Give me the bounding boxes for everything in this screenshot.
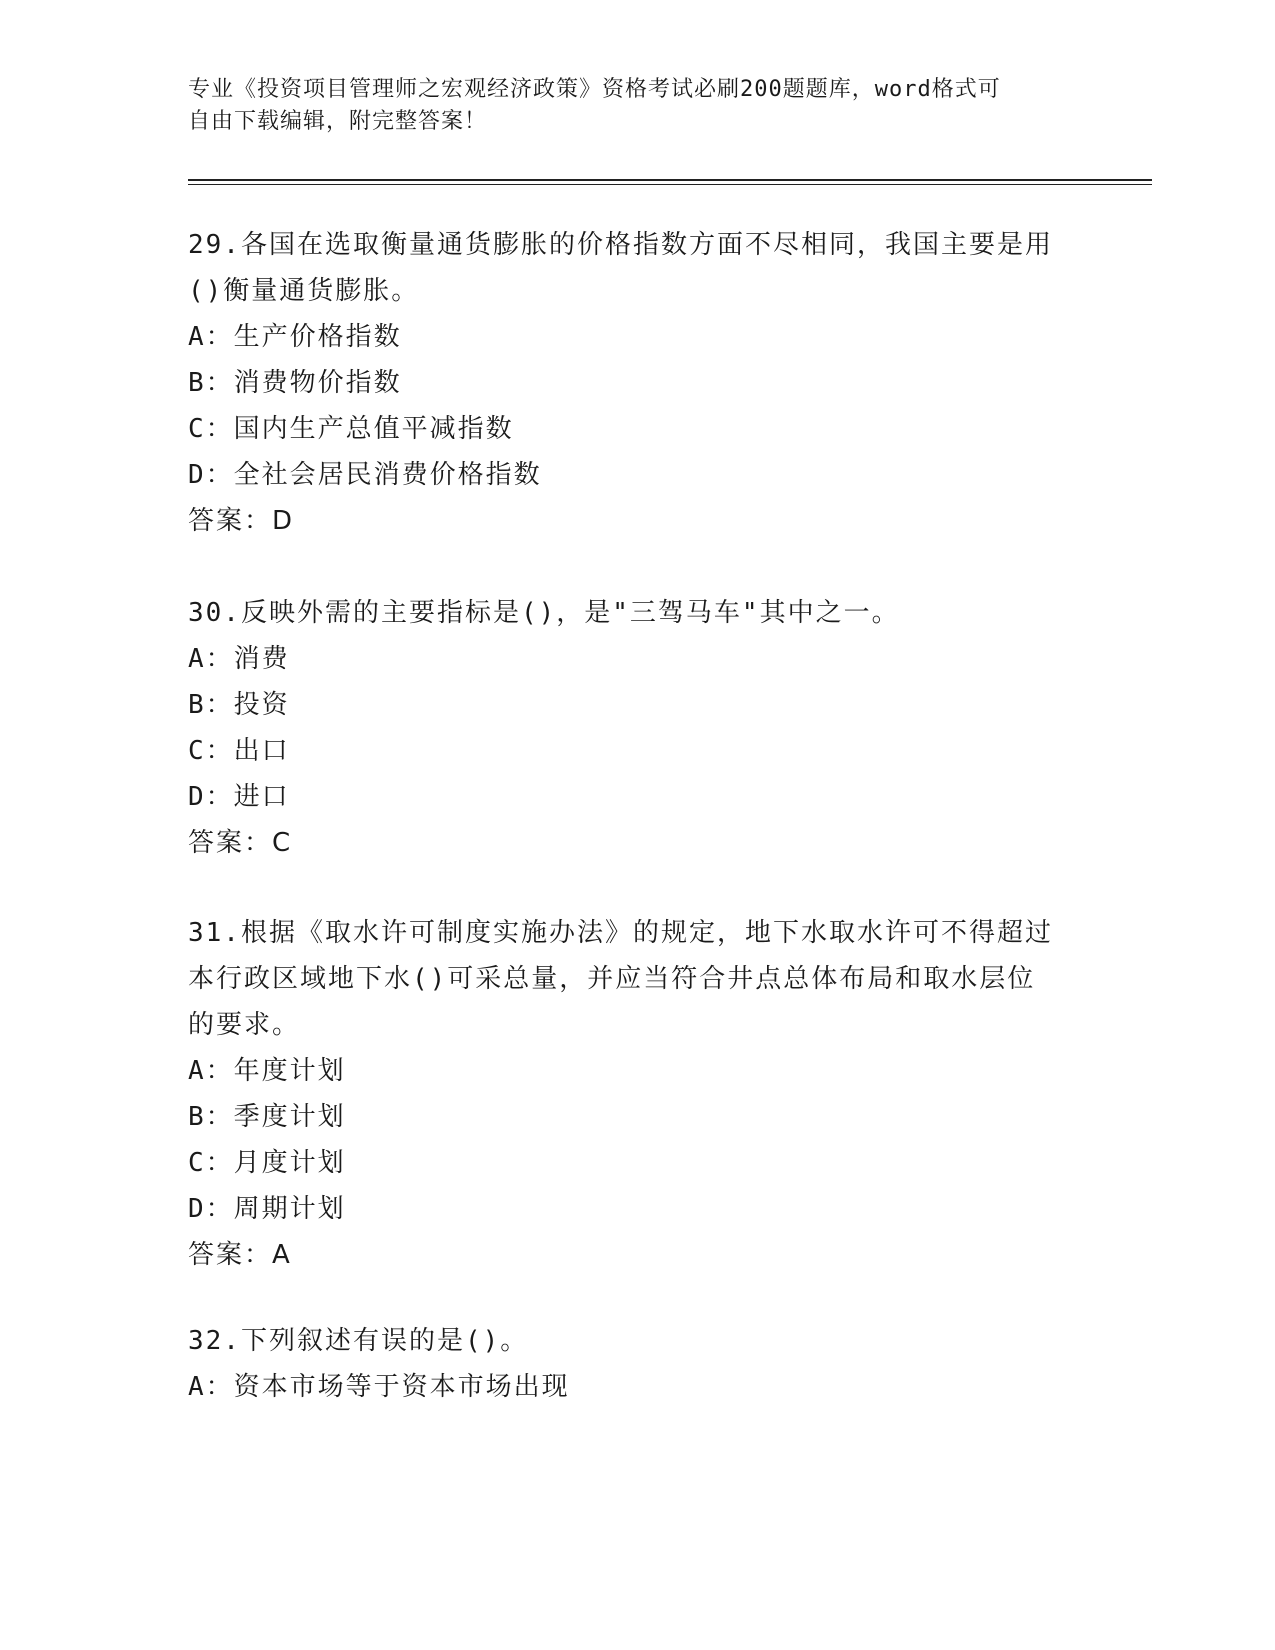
option-d: D：周期计划 <box>188 1194 346 1224</box>
intro-line-1: 专业《投资项目管理师之宏观经济政策》资格考试必刷200题题库，word格式可 <box>188 77 1001 102</box>
question-stem-line: ()衡量通货膨胀。 <box>188 276 420 306</box>
question-stem-line: 的要求。 <box>188 1010 301 1040</box>
document-intro <box>188 74 1088 138</box>
question-31 <box>188 910 1088 1278</box>
option-a: A：资本市场等于资本市场出现 <box>188 1372 570 1402</box>
option-c: C：月度计划 <box>188 1148 346 1178</box>
question-stem-line: 31.根据《取水许可制度实施办法》的规定，地下水取水许可不得超过 <box>188 918 1053 948</box>
header-divider-thin <box>188 184 1152 185</box>
question-stem-line: 本行政区域地下水()可采总量，并应当符合井点总体布局和取水层位 <box>188 964 1036 994</box>
question-stem-line: 32.下列叙述有误的是()。 <box>188 1326 529 1356</box>
option-a: A：年度计划 <box>188 1056 346 1086</box>
option-c: C：国内生产总值平减指数 <box>188 414 514 444</box>
answer: 答案：D <box>188 506 295 536</box>
option-a: A：消费 <box>188 644 290 674</box>
question-stem-line: 30.反映外需的主要指标是()，是"三驾马车"其中之一。 <box>188 598 900 628</box>
option-d: D：全社会居民消费价格指数 <box>188 460 542 490</box>
option-a: A：生产价格指数 <box>188 322 402 352</box>
option-c: C：出口 <box>188 736 290 766</box>
option-b: B：季度计划 <box>188 1102 346 1132</box>
option-d: D：进口 <box>188 782 290 812</box>
question-32 <box>188 1318 1088 1410</box>
question-29 <box>188 222 1088 544</box>
answer: 答案：C <box>188 828 293 858</box>
intro-line-2: 自由下载编辑，附完整答案！ <box>188 109 488 134</box>
question-stem-line: 29.各国在选取衡量通货膨胀的价格指数方面不尽相同，我国主要是用 <box>188 230 1053 260</box>
option-b: B：投资 <box>188 690 290 720</box>
option-b: B：消费物价指数 <box>188 368 402 398</box>
header-divider-thick <box>188 179 1152 181</box>
answer: 答案：A <box>188 1240 292 1270</box>
question-30 <box>188 590 1088 866</box>
